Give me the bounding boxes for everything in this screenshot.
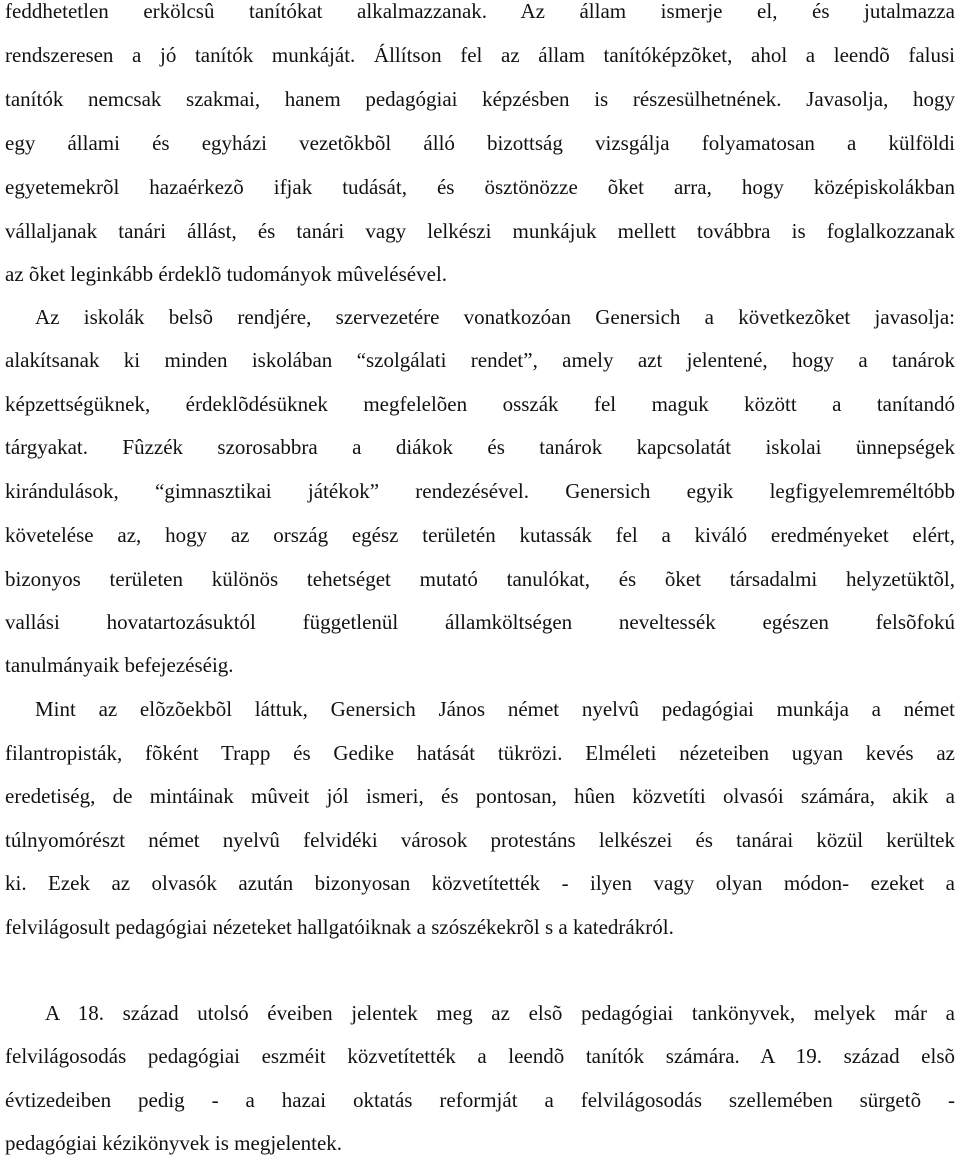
text-line: felvilágosult pedagógiai nézeteket hallgatóiknak a szószékekrõl s a katedrákról. (5, 915, 674, 939)
text-line: felvilágosodás pedagógiai eszméit közvetítették a leendõ tanítók számára. A 19. század elsõ (5, 1044, 955, 1068)
text-line: tanítók nemcsak szakmai, hanem pedagógiai képzésben is részesülhetnének. Javasolja, hogy (5, 87, 955, 111)
text-line: vállaljanak tanári állást, és tanári vagy lelkészi munkájuk mellett továbbra is foglalkozzanak (5, 219, 955, 243)
text-line: alakítsanak ki minden iskolában “szolgálati rendet”, amely azt jelentené, hogy a tanárok (5, 348, 955, 372)
text-line: Az iskolák belsõ rendjére, szervezetére vonatkozóan Genersich a következõket javasolja: (35, 305, 955, 329)
text-line: eredetiség, de mintáinak mûveit jól ismeri, és pontosan, hûen közvetíti olvasói számára, akik a (5, 784, 955, 808)
text-line: feddhetetlen erkölcsû tanítókat alkalmazzanak. Az állam ismerje el, és jutalmazza (5, 0, 955, 23)
text-line: pedagógiai kézikönyvek is megjelentek. (5, 1131, 343, 1155)
text-line: képzettségüknek, érdeklõdésüknek megfelelõen osszák fel maguk között a tanítandó (5, 392, 955, 416)
text-line: kirándulások, “gimnasztikai játékok” rendezésével. Genersich egyik legfigyelemreméltóbb (5, 479, 955, 503)
text-line: A 18. század utolsó éveiben jelentek meg az elsõ pedagógiai tankönyvek, melyek már a (45, 1001, 955, 1025)
text-line: követelése az, hogy az ország egész területén kutassák fel a kiváló eredményeket elért, (5, 523, 955, 547)
text-line: Mint az elõzõekbõl láttuk, Genersich János német nyelvû pedagógiai munkája a német (35, 697, 955, 721)
text-line: túlnyomórészt német nyelvû felvidéki városok protestáns lelkészei és tanárai közül kerültek (5, 828, 955, 852)
text-line: évtizedeiben pedig - a hazai oktatás reformját a felvilágosodás szellemében sürgetõ - (5, 1088, 955, 1112)
text-line: ki. Ezek az olvasók azután bizonyosan közvetítették - ilyen vagy olyan módon- ezeket a (5, 871, 955, 895)
text-line: tárgyakat. Fûzzék szorosabbra a diákok és tanárok kapcsolatát iskolai ünnepségek (5, 435, 955, 459)
text-line: egyetemekrõl hazaérkezõ ifjak tudását, és ösztönözze õket arra, hogy középiskolákban (5, 175, 955, 199)
text-line: vallási hovatartozásuktól függetlenül államköltségen neveltessék egészen felsõfokú (5, 610, 955, 634)
text-line: filantropisták, fõként Trapp és Gedike hatását tükrözi. Elméleti nézeteiben ugyan kevés az (5, 741, 955, 765)
text-line: tanulmányaik befejezéséig. (5, 653, 234, 677)
text-line: egy állami és egyházi vezetõkbõl álló bizottság vizsgálja folyamatosan a külföldi (5, 131, 955, 155)
text-line: az õket leginkább érdeklõ tudományok mûvelésével. (5, 262, 448, 286)
text-line: rendszeresen a jó tanítók munkáját. Állítson fel az állam tanítóképzõket, ahol a leendõ falusi (5, 43, 955, 67)
text-line: bizonyos területen különös tehetséget mutató tanulókat, és õket társadalmi helyzetüktõl, (5, 567, 955, 591)
